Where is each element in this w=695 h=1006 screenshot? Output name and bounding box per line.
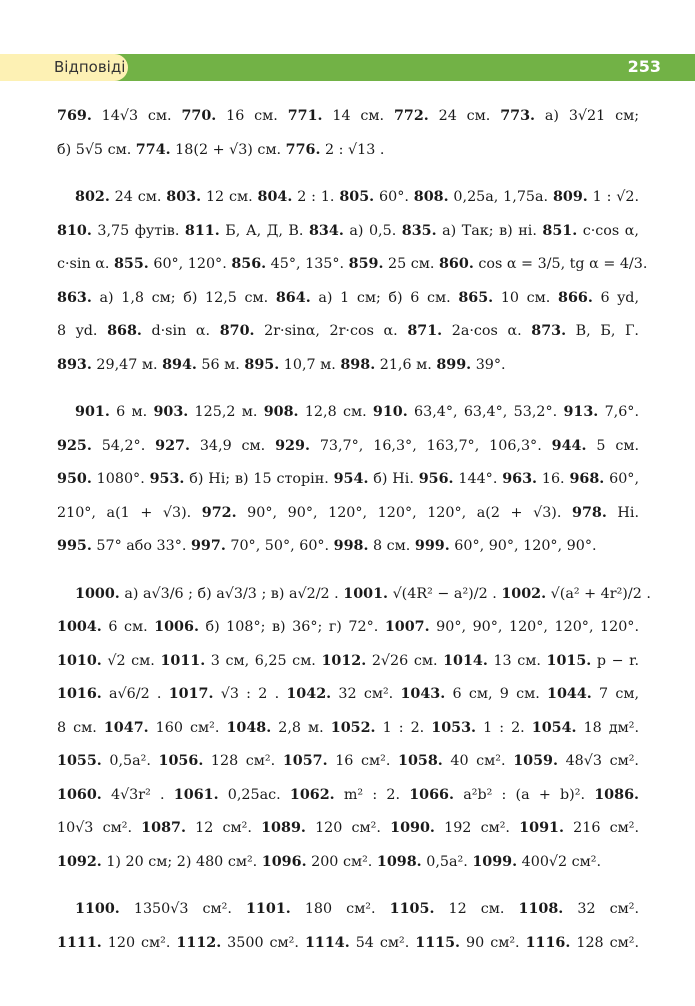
answer-line: 1016. a√6/2 . 1017. √3 : 2 . 1042. 32 см². 1043. 6 см, 9 см. 1044. 7 см, bbox=[57, 686, 640, 702]
answer-line: б) 5√5 см. 774. 18(2 + √3) см. 776. 2 : √13 . bbox=[57, 141, 385, 158]
answers-content bbox=[57, 100, 651, 974]
answer-line: 802. 24 см. 803. 12 см. 804. 2 : 1. 805. 60°. 808. 0,25a, 1,75a. 809. 1 : √2. bbox=[75, 189, 640, 205]
answer-line: 925. 54,2°. 927. 34,9 см. 929. 73,7°, 16,3°, 163,7°, 106,3°. 944. 5 см. bbox=[57, 437, 639, 454]
answer-line: 901. 6 м. 903. 125,2 м. 908. 12,8 см. 910. 63,4°, 63,4°, 53,2°. 913. 7,6°. bbox=[75, 404, 639, 420]
answer-line: 1100. 1350√3 см². 1101. 180 см². 1105. 12 см. 1108. 32 см². bbox=[75, 901, 640, 917]
answers-block-802 bbox=[57, 181, 648, 382]
section-title: Відповіді bbox=[54, 58, 126, 76]
answer-line: 1055. 0,5a². 1056. 128 см². 1057. 16 см². 1058. 40 см². 1059. 48√3 см². bbox=[57, 753, 639, 769]
answer-line: 995. 57° або 33°. 997. 70°, 50°, 60°. 998. 8 см. 999. 60°, 90°, 120°, 90°. bbox=[57, 538, 597, 554]
answers-block-1100 bbox=[57, 893, 639, 960]
answer-line: 1111. 120 см². 1112. 3500 см². 1114. 54 см². 1115. 90 см². 1116. 128 см². bbox=[57, 934, 640, 951]
answer-line: 1010. √2 см. 1011. 3 см, 6,25 см. 1012. 2√26 см. 1014. 13 см. 1015. p − r. bbox=[57, 652, 639, 669]
answer-line: 1000. а) a√3/6 ; б) a√3/3 ; в) a√2/2 . 1001. √(4R² − a²)/2 . 1002. √(a² + 4r²)/2 . bbox=[75, 585, 651, 602]
answer-line: 1060. 4√3r² . 1061. 0,25ac. 1062. m² : 2. 1066. a²b² : (a + b)². 1086. bbox=[57, 786, 640, 803]
answer-line: 950. 1080°. 953. б) Ні; в) 15 сторін. 954. б) Ні. 956. 144°. 963. 16. 968. 60°, bbox=[57, 471, 640, 487]
answer-line: 863. а) 1,8 см; б) 12,5 см. 864. а) 1 см; б) 6 см. 865. 10 см. 866. 6 yd, bbox=[57, 289, 639, 306]
answer-line: 1004. 6 см. 1006. б) 108°; в) 36°; г) 72°. 1007. 90°, 90°, 120°, 120°, 120°. bbox=[57, 619, 640, 635]
answer-line: 10√3 см². 1087. 12 см². 1089. 120 см². 1090. 192 см². 1091. 216 см². bbox=[57, 820, 640, 836]
answer-line: 769. 14√3 см. 770. 16 см. 771. 14 см. 772. 24 см. 773. а) 3√21 см; bbox=[57, 108, 640, 124]
answer-line: 893. 29,47 м. 894. 56 м. 895. 10,7 м. 898. 21,6 м. 899. 39°. bbox=[57, 356, 506, 373]
answer-line: 1092. 1) 20 см; 2) 480 см². 1096. 200 см². 1098. 0,5a². 1099. 400√2 см². bbox=[57, 853, 602, 870]
answer-line: 8 yd. 868. d·sin α. 870. 2r·sinα, 2r·cos α. 871. 2a·cos α. 873. В, Б, Г. bbox=[57, 323, 639, 339]
answers-block-1000 bbox=[57, 578, 651, 880]
answers-block-769 bbox=[57, 100, 639, 167]
page-number: 253 bbox=[627, 57, 661, 76]
answer-line: 210°, a(1 + √3). 972. 90°, 90°, 120°, 120°, 120°, a(2 + √3). 978. Ні. bbox=[57, 504, 639, 521]
answer-line: c·sin α. 855. 60°, 120°. 856. 45°, 135°. 859. 25 см. 860. cos α = 3/5, tg α = 4/3. bbox=[57, 256, 648, 272]
answer-line: 8 см. 1047. 160 см². 1048. 2,8 м. 1052. 1 : 2. 1053. 1 : 2. 1054. 18 дм². bbox=[57, 719, 640, 736]
answer-line: 810. 3,75 футів. 811. Б, А, Д, В. 834. а) 0,5. 835. а) Так; в) ні. 851. c·cos α, bbox=[57, 222, 639, 239]
answers-block-901 bbox=[57, 396, 639, 564]
